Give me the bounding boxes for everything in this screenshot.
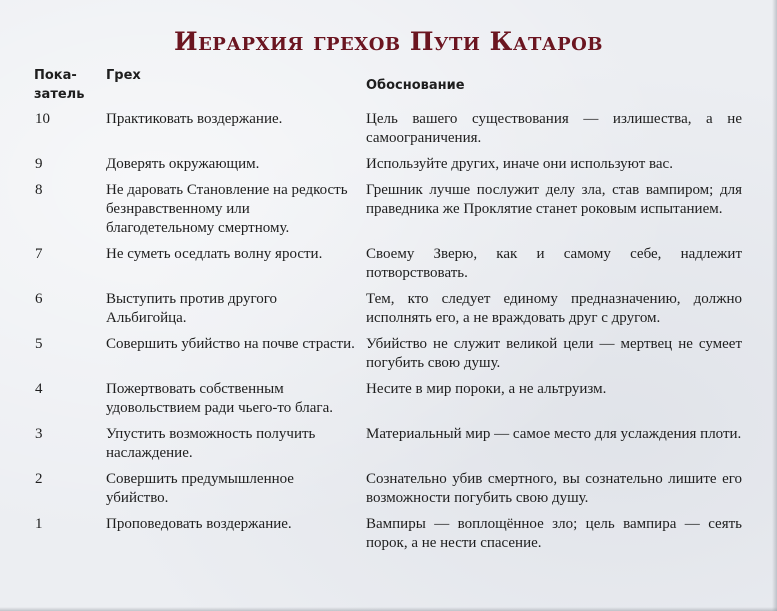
sin-cell: Выступить против другого Альбигойца. (106, 291, 278, 326)
sin-cell: Практиковать воздержание. (106, 111, 283, 127)
rationale-cell: Несите в мир пороки, а не альтруизм. (366, 381, 607, 397)
rating-cell: 1 (35, 516, 43, 532)
rationale-cell: Используйте других, иначе они используют вас. (366, 156, 673, 172)
rating-cell: 10 (35, 111, 50, 127)
table-row (34, 515, 744, 560)
sin-cell: Упустить возможность получить наслаждение. (106, 426, 316, 461)
rationale-cell: Убийство не служит великой цели — мертвец не сумеет погубить свою душу. (366, 336, 742, 371)
rating-cell: 3 (35, 426, 43, 442)
table-row (34, 380, 744, 425)
table-row (34, 290, 744, 335)
rating-cell: 6 (35, 291, 43, 307)
rationale-cell: Тем, кто следует единому предназначению, должно исполнять его, а не враждовать друг с другом. (366, 291, 742, 326)
rationale-cell: Вампиры — воплощённое зло; цель вампира — сеять порок, а не нести спасение. (366, 516, 742, 551)
sin-cell: Не даровать Становление на редкость безнравственному или благодетельному смертному. (106, 182, 348, 236)
table-row (34, 470, 744, 515)
rating-cell: 8 (35, 182, 43, 198)
table-row (34, 335, 744, 380)
table-row (34, 181, 744, 245)
page-title: Иерархия грехов Пути Катаров (173, 27, 604, 56)
sin-cell: Пожертвовать собственным удовольствием ради чьего-то блага. (106, 381, 333, 416)
rating-cell: 7 (35, 246, 43, 262)
sin-cell: Не суметь оседлать волну ярости. (106, 246, 323, 262)
table-row (34, 155, 744, 181)
page-edge-shadow-right (772, 0, 777, 611)
column-header-sin: Грех (106, 68, 141, 83)
sin-cell: Совершить предумышленное убийство. (106, 471, 294, 506)
rating-cell: 4 (35, 381, 43, 397)
table-header-row (34, 66, 744, 110)
table-row (34, 425, 744, 470)
rating-cell: 2 (35, 471, 43, 487)
column-header-rating (34, 66, 106, 110)
column-header-rationale: Обоснование (366, 78, 465, 93)
rating-cell: 5 (35, 336, 43, 352)
sin-cell: Доверять окружающим. (106, 156, 260, 172)
rationale-cell: Материальный мир — самое место для услаждения плоти. (366, 426, 742, 442)
rationale-cell: Своему Зверю, как и самому себе, надлежит потворствовать. (366, 246, 742, 281)
rationale-cell: Сознательно убив смертного, вы сознательно лишите его возможности погубить свою душу. (366, 471, 742, 506)
table-row (34, 110, 744, 155)
sins-table (34, 66, 744, 560)
column-header-rating-line2: затель (34, 87, 85, 102)
sin-cell: Совершить убийство на почве страсти. (106, 336, 355, 352)
table-row (34, 245, 744, 290)
sin-cell: Проповедовать воздержание. (106, 516, 292, 532)
column-header-rating-line1: Пока- (34, 68, 77, 83)
rating-cell: 9 (35, 156, 43, 172)
rationale-cell: Грешник лучше послужит делу зла, став вампиром; для праведника же Проклятие станет роковым испытанием. (366, 182, 742, 217)
page-edge-shadow-bottom (0, 607, 777, 611)
rationale-cell: Цель вашего существования — излишества, а не самоограничения. (366, 111, 742, 146)
